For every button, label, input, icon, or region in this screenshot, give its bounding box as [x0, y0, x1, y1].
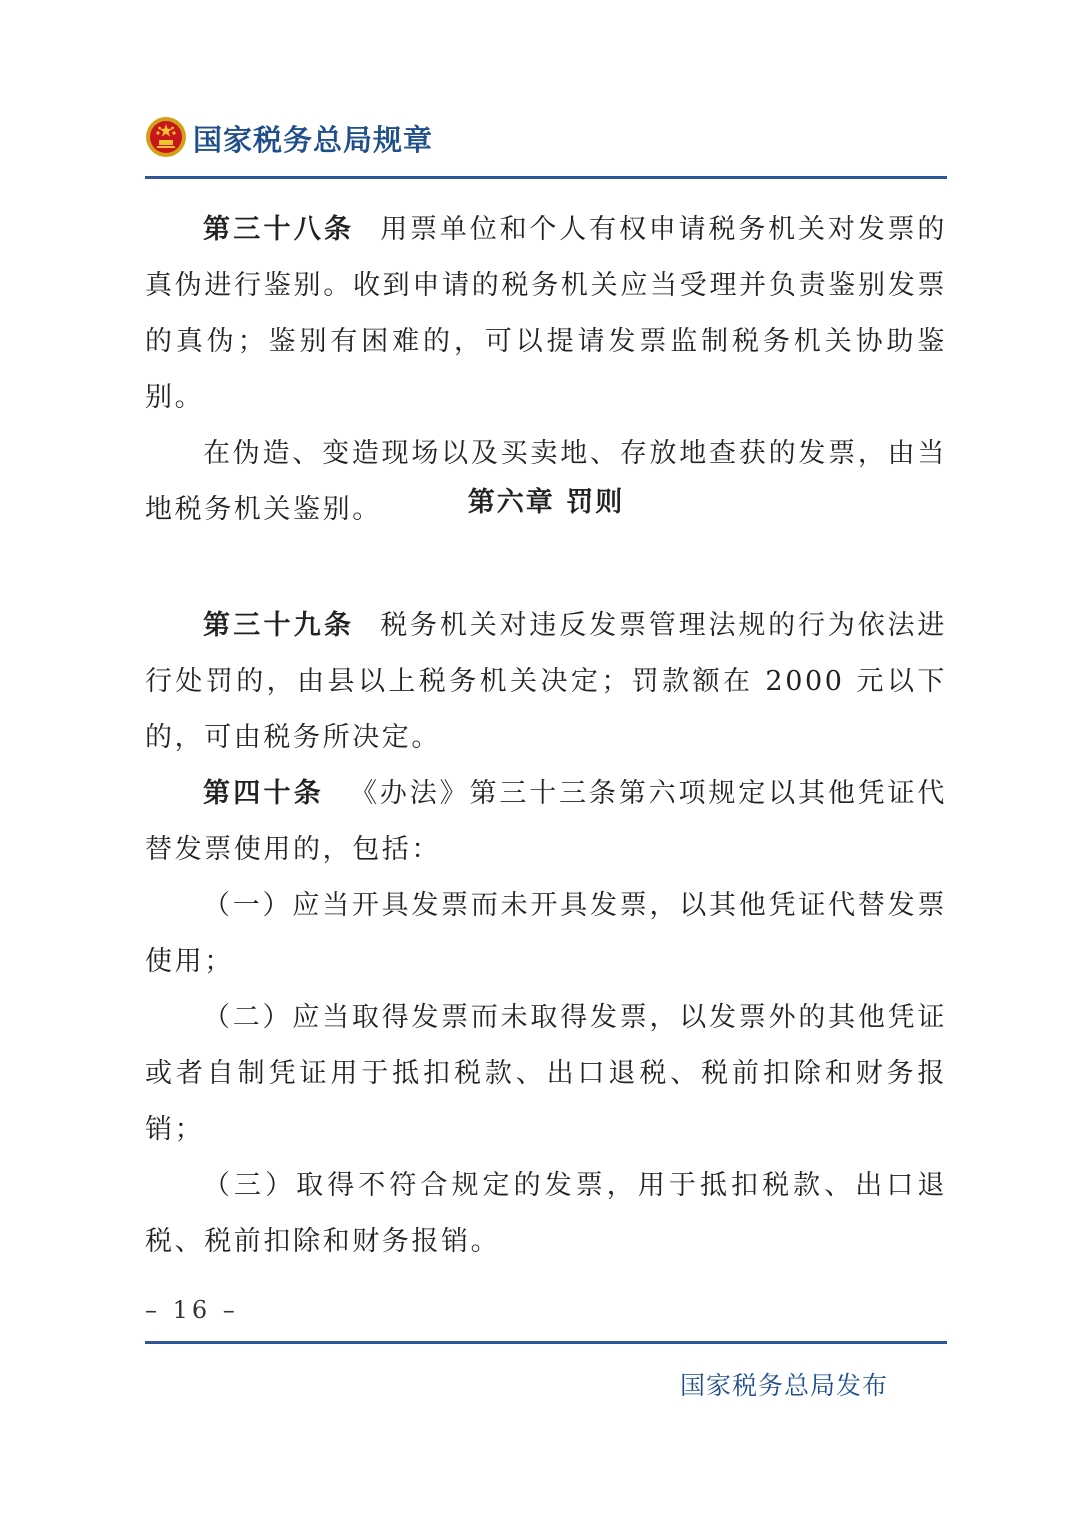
- list-item: （二）应当取得发票而未取得发票，以发票外的其他凭证或者自制凭证用于抵扣税款、出口退税、税前扣除和财务报销；: [145, 1002, 947, 1145]
- article-text: 税务机关对违反发票管理法规的行为依法进行处罚的，由县以上税务机关决定；罚款额在 2000 元以下的，可由税务所决定。: [145, 610, 947, 753]
- article-label: 第三十九条: [203, 610, 355, 641]
- document-body-part2: [145, 598, 947, 1270]
- page-number: – 16 –: [145, 1296, 239, 1324]
- article-text: 《办法》第三十三条第六项规定以其他凭证代替发票使用的，包括：: [145, 778, 948, 865]
- paragraph: 在伪造、变造现场以及买卖地、存放地查获的发票，由当地税务机关鉴别。: [145, 438, 947, 525]
- chapter-heading: 第六章 罚则: [467, 487, 625, 518]
- list-item: （三）取得不符合规定的发票，用于抵扣税款、出口退税、税前扣除和财务报销。: [145, 1170, 947, 1257]
- page-header: [145, 112, 947, 168]
- header-divider: [145, 176, 947, 179]
- footer-publisher: 国家税务总局发布: [680, 1371, 889, 1400]
- national-emblem-icon: [145, 116, 187, 158]
- header-title: 国家税务总局规章: [193, 123, 434, 157]
- article-39: [145, 598, 947, 766]
- article-text: 用票单位和个人有权申请税务机关对发票的真伪进行鉴别。收到申请的税务机关应当受理并负责鉴别发票的真伪；鉴别有困难的，可以提请发票监制税务机关协助鉴别。: [145, 214, 947, 413]
- article-40: [145, 766, 947, 878]
- article-label: 第三十八条: [203, 214, 355, 245]
- footer-divider: [145, 1341, 947, 1344]
- article-label: 第四十条: [203, 778, 325, 809]
- list-item: （一）应当开具发票而未开具发票，以其他凭证代替发票使用；: [145, 890, 947, 977]
- article-38: [145, 202, 947, 426]
